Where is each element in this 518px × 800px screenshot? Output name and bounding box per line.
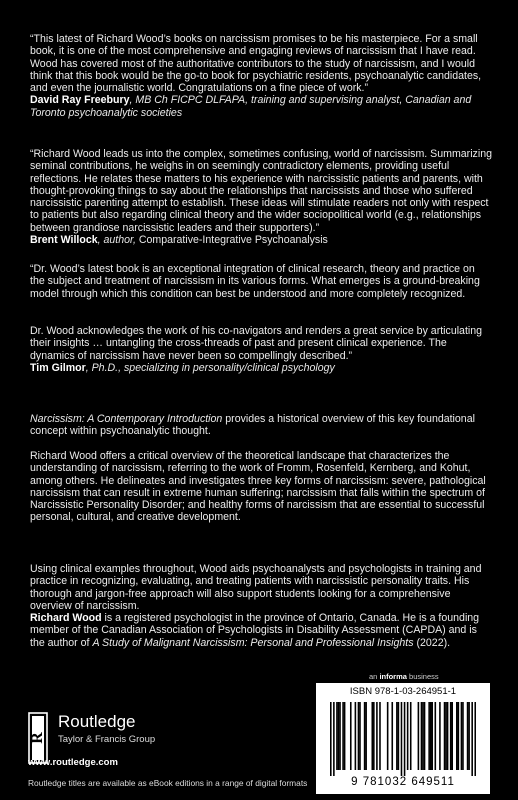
barcode-bar xyxy=(371,702,373,770)
barcode-bar xyxy=(373,702,375,770)
barcode-bar xyxy=(444,702,446,770)
endorsement-author: Tim Gilmor xyxy=(30,361,86,374)
barcode-bar xyxy=(471,702,473,776)
logo-letter: R xyxy=(29,732,46,744)
barcode-bar xyxy=(430,702,432,770)
barcode-bar xyxy=(376,702,378,770)
previous-book-title: A Study of Malignant Narcissism: Personal and Professional Insights xyxy=(92,636,414,649)
barcode-bar xyxy=(339,702,341,770)
barcode-bar xyxy=(431,702,433,770)
bio-text: is a registered psychologist in the province of Ontario, Canada. He is a founding member of the Canadian Association of Psychologists in Disability Assessment (CAPDA) and is the author of xyxy=(30,612,480,649)
barcode-bar xyxy=(359,702,361,770)
barcode-bar xyxy=(410,702,412,770)
barcode-bar xyxy=(404,702,406,776)
isbn-barcode-panel xyxy=(316,683,490,794)
publisher-group: Taylor & Francis Group xyxy=(58,734,156,745)
barcode-bar xyxy=(450,702,452,770)
barcode-bar xyxy=(350,702,352,770)
barcode-bar xyxy=(336,702,338,770)
endorsement-credentials: Comparative-Integrative Psychoanalysis xyxy=(135,234,328,247)
barcode-bar xyxy=(330,702,332,776)
barcode-bar xyxy=(474,702,476,776)
endorsement-gilmor-part2 xyxy=(30,325,492,374)
barcode-bar xyxy=(364,702,366,770)
isbn-digits: 9 781032 649511 xyxy=(351,776,455,788)
publisher-url: www.routledge.com xyxy=(28,757,118,768)
barcode-bar xyxy=(342,702,344,770)
publisher-name: Routledge xyxy=(58,712,136,731)
barcode-bar xyxy=(467,702,469,770)
barcode-bar xyxy=(439,702,441,770)
description-overview xyxy=(30,450,492,524)
barcode-bar xyxy=(445,702,447,770)
barcode-bar xyxy=(344,702,346,770)
endorsement-quote: Dr. Wood acknowledges the work of his co-navigators and renders a great service by articulating their insights … untangling the cross-threads of past and present clinical experience. The dynamics of narcissism have never been so compellingly described.” xyxy=(30,325,483,362)
barcode-bar xyxy=(396,702,398,770)
barcode-bar xyxy=(338,702,340,770)
barcode-bar xyxy=(421,702,423,770)
endorsement-credentials: , Ph.D., specializing in personality/clinical psychology xyxy=(85,361,335,374)
barcode-icon xyxy=(330,702,476,776)
bio-year: (2022). xyxy=(413,636,451,649)
barcode-bar xyxy=(435,702,437,770)
barcode-bar xyxy=(451,702,453,770)
endorsement-author: Brent Willock xyxy=(30,234,98,247)
informa-business-tag: an informa business xyxy=(369,672,439,681)
barcode-bar xyxy=(358,702,360,770)
description-text: Using clinical examples throughout, Wood aids psychoanalysts and psychologists in training and practice in recognizing, evaluating, and treating patients with narcissistic personality traits. His thorough and jargon-free approach will also support students looking for a comprehensive overview of narcissism. xyxy=(30,563,482,612)
endorsement-quote: “This latest of Richard Wood’s books on narcissism promises to be his masterpiece. For a small book, it is one of the most comprehensive and engaging reviews of narcissism that I have read. Wood has covered most of the authoritative contributors to the study of narcissism, and I would think that this book would be the go-to book for psychiatric residents, psychoanalytic candidates, and even the journalistic world. Congratulations on a fine piece of work.” xyxy=(30,33,482,95)
author-name: Richard Wood xyxy=(30,612,102,624)
barcode-bar xyxy=(333,702,335,776)
barcode-bar xyxy=(424,702,426,770)
barcode-bar xyxy=(365,702,367,770)
description-text: Richard Wood offers a critical overview of the theoretical landscape that characterizes the understanding of narcissism, referring to the work of Fromm, Rosenfeld, Kernberg, and Kohut, among others. He delineates and investigates three key forms of narcissism: severe, pathological narcissism that can result in extreme human suffering; narcissism that falls within the spectrum of Narcissistic Personality Disorder; and healthy forms of narcissism that are essential to successful personal, cultural, and creative development. xyxy=(30,450,486,524)
endorsement-credentials-italic: , author, xyxy=(97,234,136,247)
ebook-footer: Routledge titles are available as eBook editions in a range of digital formats xyxy=(28,778,308,788)
barcode-bar xyxy=(401,702,403,776)
barcode-bar xyxy=(468,702,470,770)
endorsement-willock xyxy=(30,148,492,246)
endorsement-quote: “Dr. Wood’s latest book is an exceptional integration of clinical research, theory and practice on the subject and treatment of narcissism in its various forms. What emerges is a ground-breaking model through which this condition can best be understood and more completely recognized. xyxy=(30,263,480,300)
barcode-bar xyxy=(461,702,463,770)
description-text: provides a historical overview of this key foundational concept within psychoanalytic thought. xyxy=(30,413,475,438)
barcode-bar xyxy=(458,702,460,770)
barcode-bar xyxy=(456,702,458,770)
barcode-bar xyxy=(462,702,464,770)
barcode-bar xyxy=(428,702,430,770)
barcode-bar xyxy=(407,702,409,770)
barcode-bar xyxy=(418,702,420,770)
barcode-bar xyxy=(379,702,381,770)
barcode-bar xyxy=(447,702,449,770)
endorsement-author: David Ray Freebury xyxy=(30,94,130,107)
endorsement-freebury xyxy=(30,33,492,119)
barcode-bar xyxy=(355,702,357,770)
barcode-bar xyxy=(398,702,400,770)
endorsement-credentials: , MB Ch FICPC DLFAPA, training and supervising analyst, Canadian and Toronto psychoanalytic societies xyxy=(30,94,472,119)
description-intro xyxy=(30,413,492,438)
description-clinical xyxy=(30,563,492,612)
barcode-bar xyxy=(387,702,389,770)
isbn-label: ISBN 978-1-03-264951-1 xyxy=(349,686,457,697)
endorsement-gilmor-part1 xyxy=(30,263,492,300)
endorsement-quote: “Richard Wood leads us into the complex, sometimes confusing, world of narcissism. Summarizing seminal contributions, he weighs in on seemingly contradictory elements, providing useful reflections. He relates these matters to his experience with narcissistic patients and parents, with thought-provoking things to say about the relationships that narcissists and those who suffered narcissistic parenting attempt to establish. These ideas will stimulate readers not only with respect to patients but also regarding clinical theory and the wider sociopolitical world (e.g., relationships between grandiose narcissistic leaders and their supporters).” xyxy=(30,148,492,234)
author-bio xyxy=(30,612,492,649)
book-title: Narcissism: A Contemporary Introduction xyxy=(30,413,223,425)
barcode-bar xyxy=(391,702,393,770)
barcode-bar xyxy=(422,702,424,770)
